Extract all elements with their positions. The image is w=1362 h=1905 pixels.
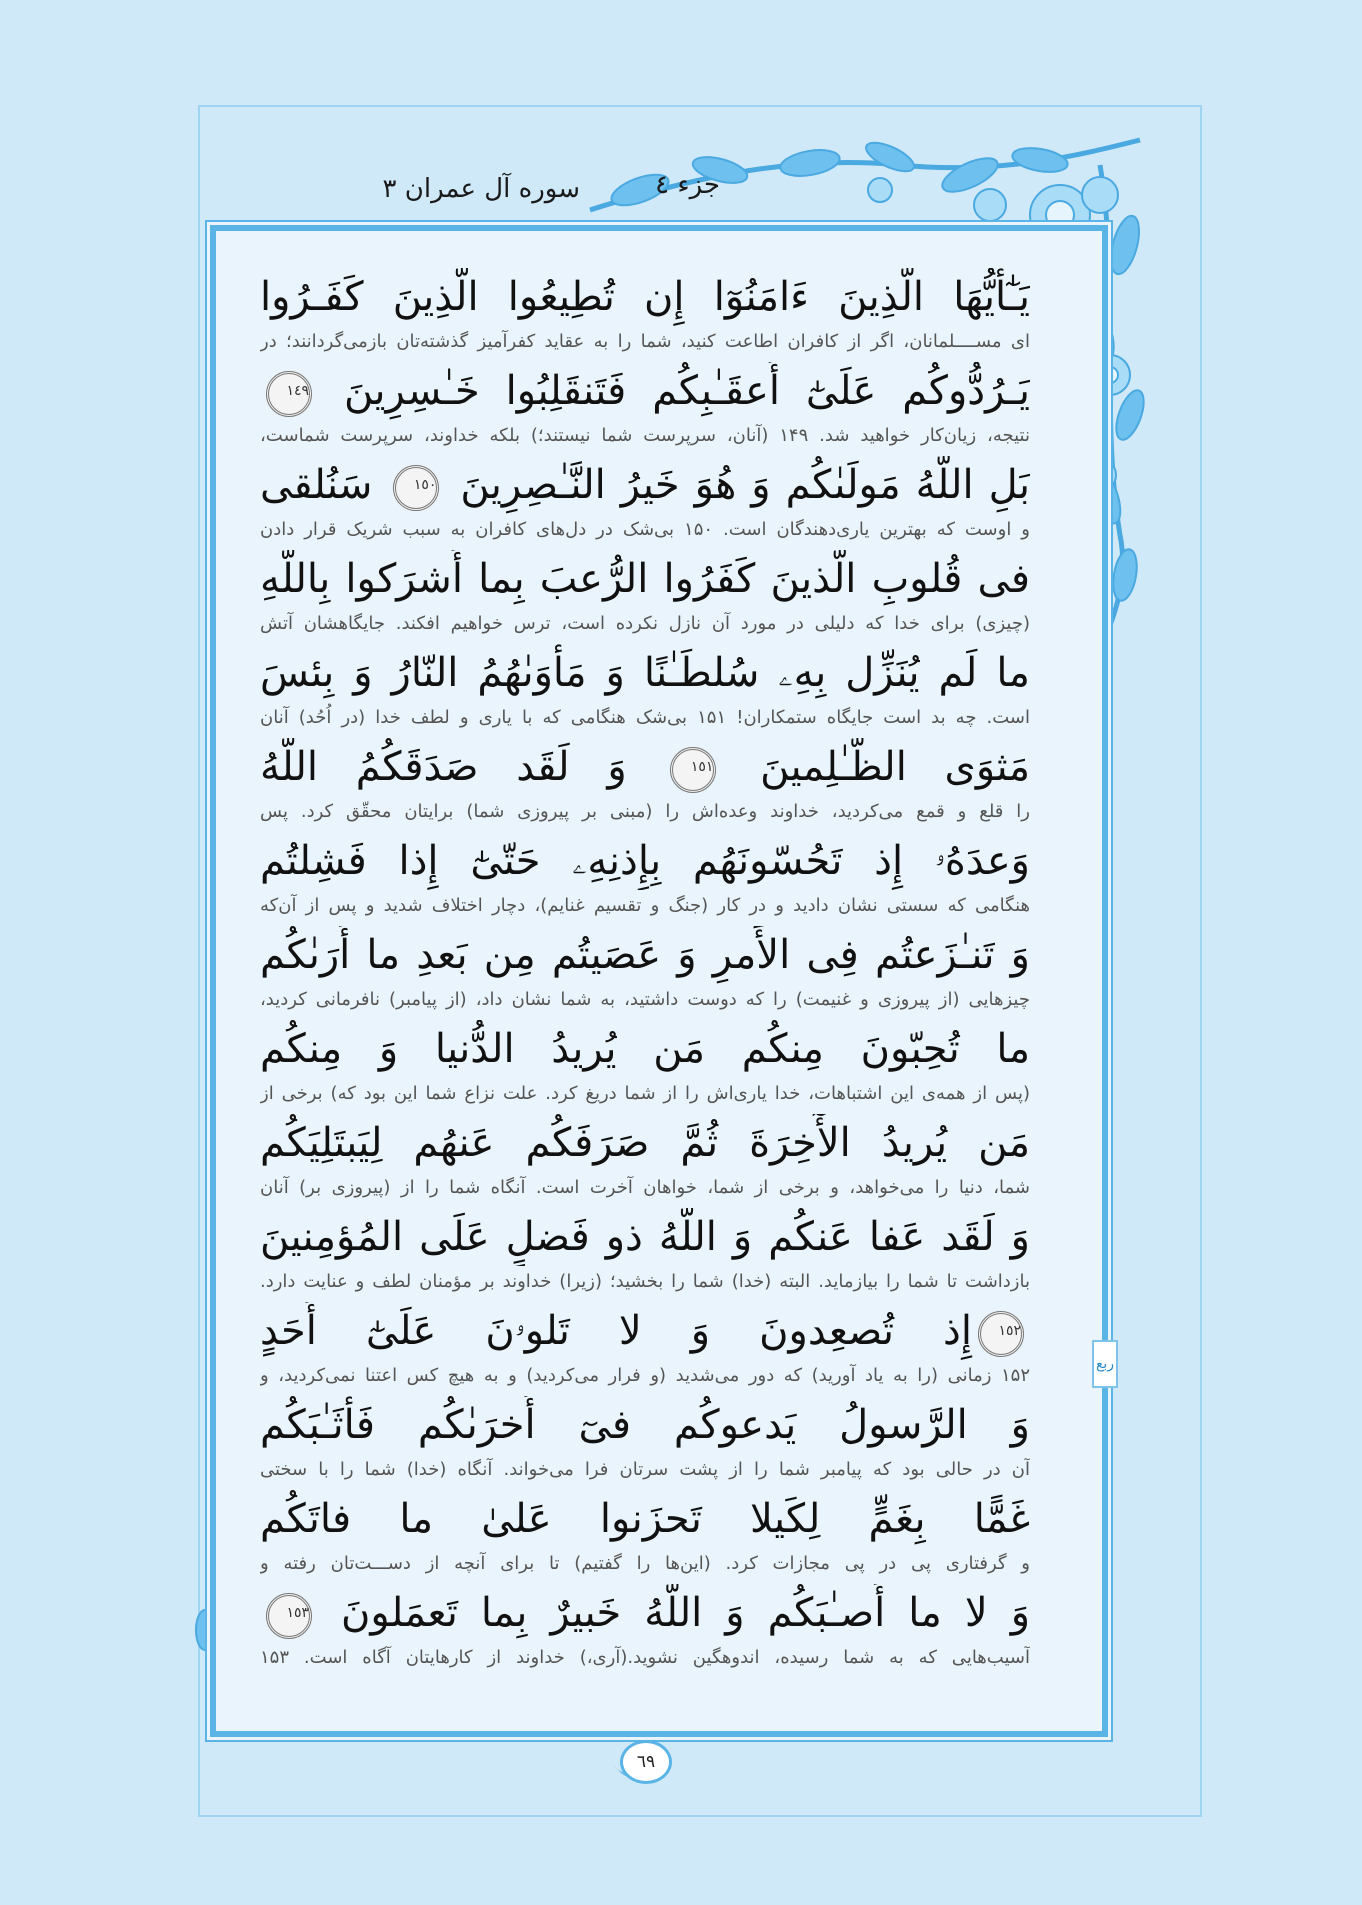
arabic-text: فى قُلوبِ الَّذينَ كَفَرُوا الرُّعبَ بِما أَشرَكوا بِاللَّهِ [260, 556, 1030, 602]
persian-translation: هنگامی که سستی نشان دادید و در کار (جنگ و تقسیم غنایم)، دچار اختلاف شدید و پس از آن‌که [260, 895, 1030, 916]
persian-translation: را قلع و قمع می‌کردید، خداوند وعده‌اش را (مبنی بر پیروزی شما) برایتان محقّق کرد. پس [260, 801, 1030, 822]
arabic-verse-text [260, 362, 1030, 420]
persian-translation: بازداشت تا شما را بیازماید. البته (خدا) شما را بخشید؛ (زیرا) خداوند بر مؤمنان لطف و عنایت دارد. [260, 1271, 1030, 1292]
verse-line [260, 926, 1030, 1020]
arabic-text: سَنُلقى [260, 462, 373, 508]
verse-line [260, 1490, 1030, 1584]
arabic-verse-text [260, 644, 1030, 702]
verse-line [260, 1020, 1030, 1114]
surah-title [383, 174, 580, 204]
arabic-verse-text [260, 1208, 1030, 1266]
arabic-text: وَ لَقَد عَفا عَنكُم وَ اللَّهُ ذو فَضلٍ عَلَى المُؤمِنينَ [260, 1214, 1030, 1260]
arabic-text: وَ لا ما أَصـٰبَكُم وَ اللَّهُ خَبيرٌ بِما تَعمَلونَ [341, 1590, 1030, 1636]
arabic-verse-text [260, 832, 1030, 890]
persian-translation: است. چه بد است جایگاه ستمکاران! ۱۵۱ بی‌شک هنگامی که با یاری و لطف خدا (در اُحُد) آنان [260, 707, 1030, 728]
surah-number: ٣ [382, 174, 397, 204]
persian-translation: آن در حالی بود که پیامبر شما را از پشت سرتان فرا می‌خواند. آنگاه (خدا) شما را با سختی [260, 1459, 1030, 1480]
persian-translation: نتیجه، زیان‌کار خواهید شد. ۱۴۹ (آنان، سرپرست شما نیستند؛) بلکه خداوند، سرپرست شماست، [260, 425, 1030, 446]
arabic-verse-text [260, 268, 1030, 326]
arabic-text: غَمًّا بِغَمٍّ لِكَيلا تَحزَنوا عَلىٰ ما فاتَكُم [260, 1496, 1030, 1542]
page-number-badge [612, 1738, 674, 1782]
verse-line [260, 362, 1030, 456]
rub-marker: ربع [1092, 1340, 1118, 1388]
arabic-verse-text [260, 1396, 1030, 1454]
arabic-verse-text [260, 550, 1030, 608]
arabic-verse-text [260, 1020, 1030, 1078]
persian-translation: شما، دنیا را می‌خواهد، و برخی از شما، خواهان آخرت است. آنگاه شما را از (پیروزی بر) آنان [260, 1177, 1030, 1198]
ayah-number-marker: ١٤٩ [266, 371, 312, 417]
persian-translation: و گرفتاری پی در پی مجازات کرد. (این‌ها را گفتیم) تا برای آنچه از دســـت‌تان رفته و [260, 1553, 1030, 1574]
ayah-number-marker: ١٥٣ [266, 1593, 312, 1639]
arabic-verse-text [260, 926, 1030, 984]
arabic-text: وَعدَهُۥ إِذ تَحُسّونَهُم بِإِذنِهِۦ حَتّىٰٓ إِذا فَشِلتُم [260, 838, 1030, 884]
verse-line [260, 1584, 1030, 1678]
persian-translation: آسیب‌هایی که به شما رسیده، اندوهگین نشوید.(آری،) خداوند از کارهایتان آگاه است. ۱۵۳ [260, 1647, 1030, 1668]
verse-line [260, 1396, 1030, 1490]
ayah-number-marker: ١٥١ [670, 747, 716, 793]
persian-translation: ای مســــلمانان، اگر از کافران اطاعت کنید، شما را به عقاید کفرآمیز گذشته‌تان بازمی‌گردانند؛ در [260, 331, 1030, 352]
arabic-text: ما تُحِبّونَ مِنكُم مَن يُريدُ الدُّنيا وَ مِنكُم [260, 1026, 1030, 1072]
persian-translation: ۱۵۲ زمانی (را به یاد آورید) که دور می‌شدید (و فرار می‌کردید) و به هیچ کس اعتنا نمی‌کردید، و [260, 1365, 1030, 1386]
arabic-verse-text [260, 1490, 1030, 1548]
verse-line [260, 738, 1030, 832]
page-number: ٦٩ [620, 1740, 672, 1784]
page-header [340, 170, 760, 220]
arabic-text: إِذ تُصعِدونَ وَ لا تَلوۥنَ عَلَىٰٓ أَحَدٍ [260, 1308, 972, 1354]
verse-line [260, 1114, 1030, 1208]
arabic-text: يَـٰٓأَيُّهَا الَّذِينَ ءَامَنُوٓا إِن تُطِيعُوا الَّذِينَ كَفَـرُوا [260, 274, 1030, 320]
verse-content [260, 268, 1030, 1678]
ayah-number-marker: ١٥٢ [978, 1311, 1024, 1357]
verse-line [260, 268, 1030, 362]
verse-line [260, 550, 1030, 644]
verse-line [260, 456, 1030, 550]
juz-label: جزء ٤ [655, 170, 720, 200]
verse-line [260, 832, 1030, 926]
verse-line [260, 644, 1030, 738]
arabic-text: وَ الرَّسولُ يَدعوكُم فىٓ أُخرَىٰكُم فَأَثَـٰبَكُم [260, 1402, 1030, 1448]
arabic-text: مَن يُريدُ الأٓخِرَةَ ثُمَّ صَرَفَكُم عَنهُم لِيَبتَلِيَكُم [260, 1120, 1030, 1166]
arabic-verse-text [260, 456, 1030, 514]
arabic-text: مَثوَى الظَّـٰلِمينَ [760, 744, 1030, 790]
persian-translation: (پس از همه‌ی این اشتباهات، خدا یاری‌اش را از شما دریغ کرد. علت نزاع شما این بود که) برخی از [260, 1083, 1030, 1104]
arabic-verse-text [260, 1302, 1030, 1360]
arabic-text: ما لَم يُنَزِّل بِهِۦ سُلطَـٰنًا وَ مَأوَىٰهُمُ النّارُ وَ بِئسَ [260, 650, 1030, 696]
arabic-verse-text [260, 1584, 1030, 1642]
arabic-verse-text [260, 1114, 1030, 1172]
persian-translation: چیزهایی (از پیروزی و غنیمت) را که دوست داشتید، به شما نشان داد، (از پیامبر) نافرمانی کردید، [260, 989, 1030, 1010]
ayah-number-marker: ١٥٠ [393, 465, 439, 511]
arabic-text: وَ لَقَد صَدَقَكُمُ اللَّهُ [260, 744, 627, 790]
arabic-text: يَـرُدُّوكُم عَلَىٰٓ أَعقَـٰبِكُم فَتَنقَلِبُوا خَـٰسِرِينَ [343, 368, 1030, 414]
surah-name: سوره آل عمران [404, 174, 580, 204]
arabic-text: بَلِ اللَّهُ مَولَىٰكُم وَ هُوَ خَيرُ النَّـٰصِرِينَ [460, 462, 1030, 508]
persian-translation: (چیزی) برای خدا که دلیلی در مورد آن نازل نکرده است، ترس خواهیم افکند. جایگاهشان آتش [260, 613, 1030, 634]
verse-line [260, 1208, 1030, 1302]
verse-line [260, 1302, 1030, 1396]
arabic-verse-text [260, 738, 1030, 796]
arabic-text: وَ تَنـٰزَعتُم فِى الأَمرِ وَ عَصَيتُم مِن بَعدِ ما أَرَىٰكُم [260, 932, 1030, 978]
persian-translation: و اوست که بهترین یاری‌دهندگان است. ۱۵۰ بی‌شک در دل‌های کافران به سبب شریک قرار دادن [260, 519, 1030, 540]
